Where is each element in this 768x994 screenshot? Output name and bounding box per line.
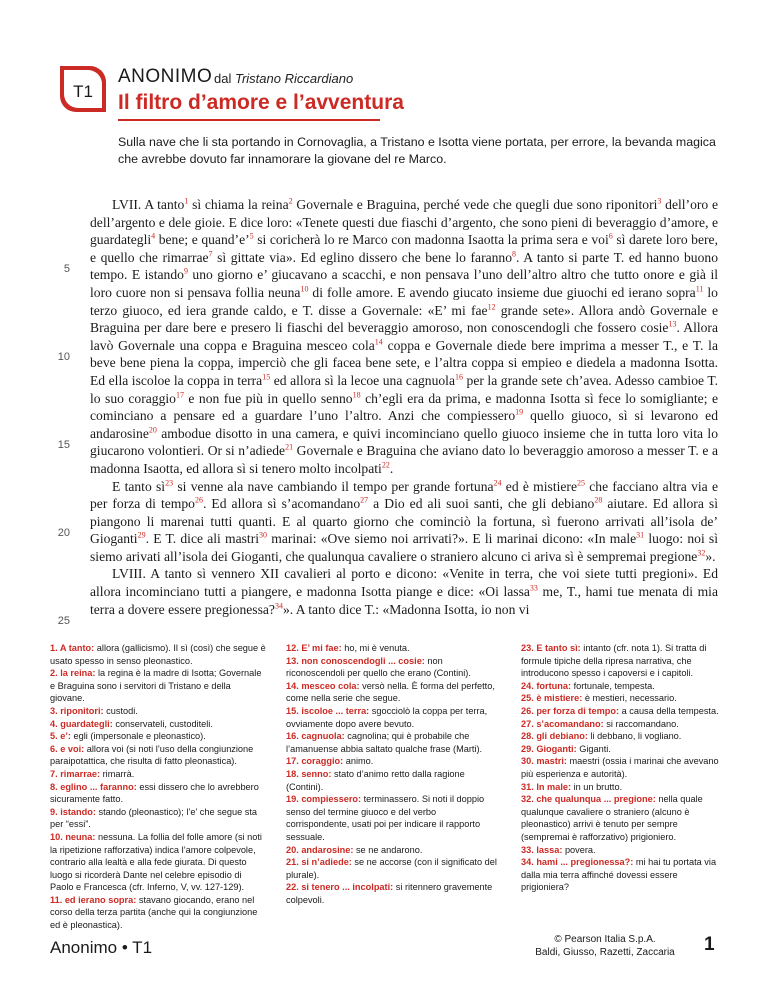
footnote: 30. mastri: maestri (ossia i marinai che avevano più esperienza e autorità).	[521, 756, 719, 779]
footnote: 22. si tenero ... incolpati: si ritennero gravemente colpevoli.	[286, 882, 493, 905]
page-number: 1	[704, 934, 715, 955]
footnote: 18. senno: stato d’animo retto dalla ragione (Contini).	[286, 768, 465, 792]
notes-column-2	[286, 642, 502, 906]
line-number: 10	[57, 351, 70, 363]
footnote: 24. fortuna: fortunale, tempesta.	[521, 680, 655, 691]
footnote: 1. A tanto: allora (gallicismo). Il sì (così) che segue è usato spesso in senso pleonastico.	[50, 643, 266, 666]
footer-copyright	[500, 933, 710, 959]
footnote: 3. riponitori: custodi.	[50, 705, 138, 716]
badge-label: T1	[73, 82, 93, 101]
footnote: 33. lassa: povera.	[521, 844, 596, 855]
notes-column-3	[521, 642, 726, 894]
line-number: 25	[57, 615, 70, 627]
footnote: 12. E’ mi fae: ho, mi è venuta.	[286, 643, 410, 653]
footnote: 9. istando: stando (pleonastico); l’e’ che segue sta per “essi”.	[50, 806, 257, 830]
copyright-line-2: Baldi, Giusso, Razetti, Zaccaria	[535, 947, 675, 958]
footnote: 16. cagnuola: cagnolina; qui è probabile che l’amanuense abbia saltato qualche frase (Marti).	[286, 731, 483, 754]
source-prefix: dal	[214, 71, 232, 86]
chapter-badge	[60, 66, 106, 112]
footnote: 34. hami ... pregionessa?: mi hai tu portata via dalla mia terra affinché dovessi essere prigioniera?	[521, 857, 717, 893]
footnote: 2. la reina: la regina è la madre di Isotta; Governale e Braguina sono i servitori di Tristano e della giovane.	[50, 668, 262, 704]
paragraph-2: E tanto $sì^{23}$ si venne ala nave cambiando il tempo per grande fortuna$^{24}$ ed è mistiere$^{25}$ che facciano altra via e per forza di tempo$^{26}$. Ed allora sì s’acomandano$^{27}$ a Dio ed ali suoi santi, che gli debiano$^{28}$ aiutare. Ed allora sì piangono li marenai tutti quanti. E al quarto giorno che cominciò la fortuna, sì fuerono arrivati all’isola de’ Gioganti$^{29}$. E T. dice ali mastri$^{30}$ marinai: «Ove siemo noi arrivati?». E li marinai dicono: «In male$^{31}$ luogo: noi sì siemo arivati all’isola dei Gioganti, che qualunqua cavaliere o straniero alcuno ci ariva sì è sempremai pregione$^{32}$».	[90, 477, 719, 564]
notes-column-1	[50, 642, 266, 932]
footnote: 10. neuna: nessuna. La follia del folle amore (si noti la ripetizione rafforzativa) indica l’amore colpevole, contrario alla lealtà e alla fede giurata. Di questo luogo si ricorderà Dante nel celebre episodio di Paolo e Francesca (cfr. Inferno, V, vv. 127-129).	[50, 831, 262, 893]
paragraph-1: LVII. A tanto$^1$ sì chiama la reina$^2$ Governale e Braguina, perché vede che quegli due sono riponitori$^3$ dell’oro e dell’argento e dele gioie. E dice loro: «Tenete questi due fiaschi d’argento, che sono pieni di beveraggio d’amore, e guardategli$^4$ bene; e quand’e’$^5$ si coricherà lo re Marco con madonna Isaotta la prima sera e voi$^6$ sì darete loro bere, e quello che rimarrae$^7$ sì gittate via». Ed eglino dissero che bene lo faranno$^8$. A tanto si parte T. ed hanno buono tempo. E istando$^9$ uno giorno e’ giucavano a scacchi, e non pensava l’uno dell’altro altro che tutto onore e già il loro cuore non si pensava follia neuna$^{10}$ di folle amore. E avendo giucato insieme due giuochi ed ierano sopra$^{11}$ lo terzo giuoco, ed iera grande caldo, e T. disse a Governale: «E’ mi fae$^{12}$ grande sete». Allora andò Governale e Braguina per dare bere e presero li fiaschi del beveraggio amoroso, non conoscendogli che fossero cosie$^{13}$. Allora lavò Governale una coppa e Braguina mesceo cola$^{14}$ coppa e Governale diede bere imprima a messer T., e T. la beve bene piena la coppa, imperciò che gli facea bene sete, e l’altra coppa si empieo e diedela a madonna Isotta. Ed ella iscoloe la coppa in terra$^{15}$ ed allora sì la lecoe una cagnuola$^{16}$ per la grande sete ch’avea. Adesso cambioe T. lo suo coraggio$^{17}$ e non fue più in quello senno$^{18}$ ch’egli era da prima, e madonna Isotta sì fece lo somigliante; e cominciano a pensare ed a guardare l’uno l’altro. Anzi che compiessero$^{19}$ quello giuoco, sì si levarono ed andarosine$^{20}$ ambodue disotto in una camera, e quivi incominciano quello giuoco insieme che in tutta loro vita lo giucarono volontieri. Or si n’adiede$^{21}$ Governale e Braguina che aviano dato lo beveraggio amoroso a messer T. e a madonna Isaotta, ed allora sì si tenero molto incolpati$^{22}$.	[90, 196, 719, 476]
intro-text: Sulla nave che li sta portando in Cornovaglia, a Tristano e Isotta viene portata, per errore, la bevanda magica che avrebbe dovuto far innamorare la giovane del re Marco.	[118, 135, 716, 166]
paragraph-3: LVIII. A tanto sì vennero XII cavalieri al porto e dicono: «Venite in terra, che voi siete tutti pregioni». Ed allora incominciano tutti a piangere, e madonna Isotta piange e dice: «Oi lassa$^{33}$ me, T., hami tue menata di mia terra a dovere essere pregionessa?$^{34}$». A tanto dice T.: «Madonna Isotta, io non vi	[90, 566, 718, 617]
footnote: 15. iscoloe ... terra: sgocciolò la coppa per terra, ovviamente dopo avere bevuto.	[286, 705, 488, 729]
footnote: 27. s’acomandano: si raccomandano.	[521, 718, 679, 729]
source-title: Tristano Riccardiano	[234, 71, 354, 86]
line-number: 15	[57, 439, 70, 451]
footnote: 20. andarosine: se ne andarono.	[286, 844, 423, 855]
footnote: 14. mesceo cola: versò nella. È forma del perfetto, come nella serie che segue.	[286, 680, 495, 704]
footer-label: Anonimo • T1	[50, 938, 153, 957]
footnote: 13. non conoscendogli ... cosie: non riconoscendoli per quello che erano (Contini).	[286, 655, 471, 679]
page-title: Il filtro d’amore e l’avventura	[118, 91, 404, 114]
footnote: 29. Gioganti: Giganti.	[521, 743, 611, 754]
copyright-line-1: © Pearson Italia S.p.A.	[554, 934, 656, 945]
footnote: 5. e’: egli (impersonale e pleonastico).	[50, 731, 206, 742]
footnote: 23. E tanto sì: intanto (cfr. nota 1). Si tratta di formule tipiche della ripresa narrativa, che introducono spesso i capoversi e i capitoli.	[521, 643, 707, 679]
line-number: 20	[57, 527, 70, 539]
title-rule	[118, 119, 380, 121]
main-text	[90, 196, 718, 618]
footnote: 7. rimarrae: rimarrà.	[50, 768, 135, 779]
footnote: 21. si n’adiede: se ne accorse (con il significato del plurale).	[286, 857, 497, 880]
footnote: 19. compiessero: terminassero. Si noti il doppio senso del termine giuoco e del verbo corrispondente, usati poi per indicare il rapporto sessuale.	[286, 794, 485, 842]
footnote: 11. ed ierano sopra: stavano giocando, erano nel corso della terza partita (anche qui la congiunzione ed è pleonastica).	[50, 894, 258, 931]
footnote: 32. che qualunqua ... pregione: nella quale qualunque cavaliere o straniero (alcuno è pleonastico) arrivi è tenuto per sempre (sempremai è rafforzativo) prigioniero.	[521, 794, 703, 842]
footnote: 26. per forza di tempo: a causa della tempesta.	[521, 705, 719, 716]
footnote: 31. In male: in un brutto.	[521, 781, 623, 792]
footnote: 28. gli debiano: li debbano, li vogliano.	[521, 731, 682, 742]
author-name: ANONIMO	[118, 66, 213, 87]
source-line	[214, 71, 353, 86]
footnote: 4. guardategli: conservateli, custoditeli.	[50, 718, 213, 729]
footnote: 17. coraggio: animo.	[286, 756, 374, 767]
footnote: 6. e voi: allora voi (si noti l’uso della congiunzione paraipotattica, che risulta di fatto pleonastica).	[50, 743, 254, 767]
footnote: 8. eglino ... faranno: essi dissero che lo avrebbero sicuramente fatto.	[50, 781, 259, 805]
line-number: 5	[63, 263, 70, 275]
badge-shape	[60, 66, 106, 112]
footnote: 25. è mistiere: è mestieri, necessario.	[521, 693, 677, 704]
